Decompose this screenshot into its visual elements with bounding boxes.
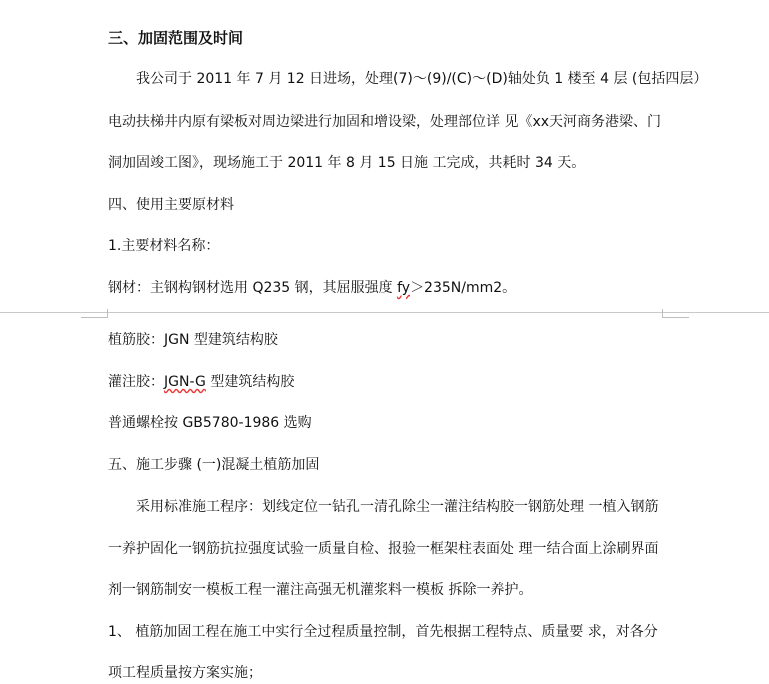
- steel-text: 钢材：主钢构钢材选用 Q235 钢，其屈服强度: [108, 280, 398, 296]
- fill-glue-line: [108, 373, 294, 391]
- steel-fy-text: fy: [397, 280, 411, 296]
- materials-title: 1.主要材料名称：: [108, 238, 220, 254]
- bolt-line: 普通螺栓按 GB5780-1986 选购: [108, 415, 312, 431]
- procedure-line: 采用标准施工程序：划线定位一钻孔一清孔除尘一灌注结构胶一钢筋处理 一植入钢筋: [136, 499, 659, 515]
- steel-suffix-text: ＞235N/mm2。: [410, 280, 517, 296]
- section-heading-3: 三、加固范围及时间: [108, 29, 244, 47]
- section-heading-4: 四、使用主要原材料: [108, 197, 234, 213]
- paragraph-line: 洞加固竣工图》，现场施工于 2011 年 8 月 15 日施 工完成，共耗时 34 天。: [108, 155, 586, 171]
- page-break: [0, 312, 769, 313]
- procedure-line: 一养护固化一钢筋抗拉强度试验一质量自检、报验一框架柱表面处 理一结合面上涂刷界面: [108, 541, 659, 557]
- fill-glue-suffix: 型建筑结构胶: [205, 374, 295, 390]
- paragraph-line: 我公司于 2011 年 7 月 12 日进场，处理(7)～(9)/(C)～(D)轴处负 1 楼至 4 层 (包括四层）: [136, 71, 708, 87]
- list-item-1: 1、 植筋加固工程在施工中实行全过程质量控制，首先根据工程特点、质量要 求，对各分: [108, 624, 658, 640]
- fill-glue-prefix: 灌注胶：: [108, 374, 164, 390]
- paragraph-line: 电动扶梯井内原有梁板对周边梁进行加固和增设梁，处理部位详 见《xx天河商务港梁、门: [108, 114, 662, 130]
- page-corner-mark-right: [662, 309, 689, 318]
- fill-glue-code: JGN-G: [164, 374, 206, 390]
- steel-line: [108, 279, 516, 297]
- page-corner-mark-left: [81, 309, 108, 318]
- section-heading-5: 五、施工步骤 (一)混凝土植筋加固: [108, 457, 320, 473]
- procedure-line: 剂一钢筋制安一模板工程一灌注高强无机灌浆料一模板 拆除一养护。: [108, 582, 533, 598]
- list-item-1-continued: 项工程质量按方案实施；: [108, 665, 262, 681]
- plant-glue-line: 植筋胶：JGN 型建筑结构胶: [108, 332, 278, 348]
